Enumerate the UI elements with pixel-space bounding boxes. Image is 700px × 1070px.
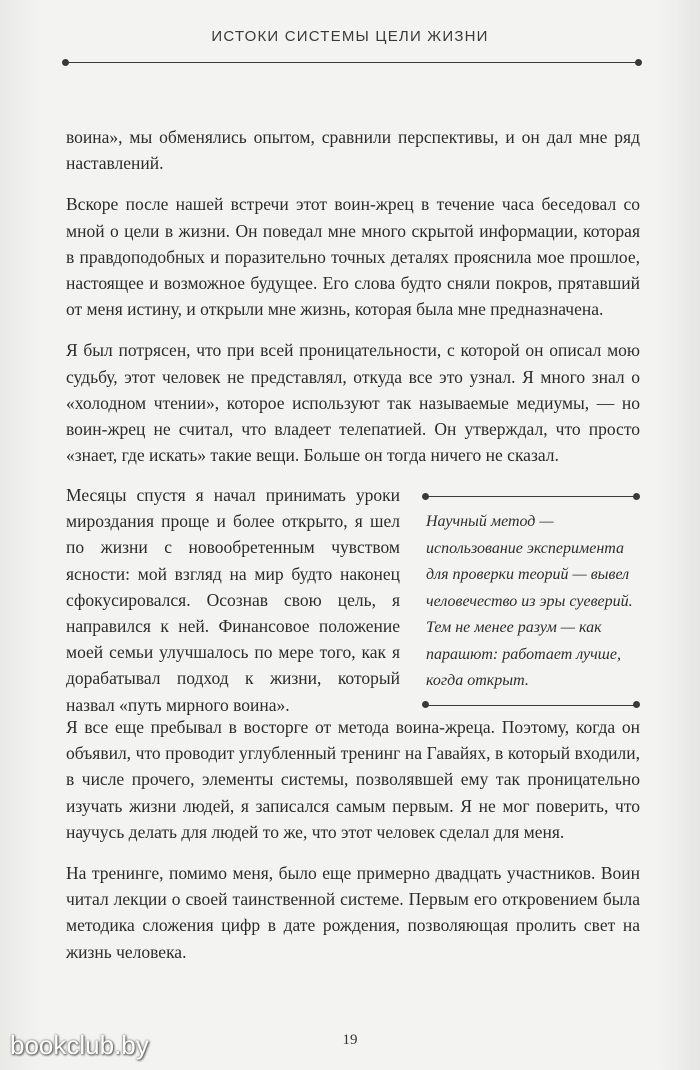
paragraph: Вскоре после нашей встречи этот воин-жрец в течение часа беседовал со мной о цели в жизни. Он поведал мне много скрытой информации, которая в правдоподобных и поразительно точных деталях прояснила мое прошлое, настоящее и возможное будущее. Его слова будто сняли покров, прятавший от меня истину, и открыли мне жизнь, которая была мне предназначена. [66, 194, 640, 320]
header-rule-dot-left [62, 59, 69, 66]
paragraph: На тренинге, помимо меня, было еще примерно двадцать участников. Воин читал лекции о своей таинственной системе. Первым его откровением была методика сложения цифр в дате рождения, позволяющая пролить свет на жизнь человека. [66, 863, 640, 962]
sidebar-rule-dot [633, 493, 640, 500]
header-rule [66, 62, 638, 63]
paragraph: Я все еще пребывал в восторге от метода воина-жреца. Поэтому, когда он объявил, что проводит углубленный тренинг на Гавайях, в который входили, в числе прочего, элементы системы, позволявшей ему так проницательно изучать жизни людей, я записался самым первым. Я не мог поверить, что научусь делать для людей то же, что этот человек сделал для меня. [66, 717, 640, 842]
paragraph: воина», мы обменялись опытом, сравнили перспективы, и он дал мне ряд наставлений. [66, 127, 640, 174]
header-rule-dot-right [635, 59, 642, 66]
body-text-top [66, 124, 640, 483]
sidebar-rule-dot [422, 493, 429, 500]
two-column-section [66, 482, 640, 715]
paragraph: Я был потрясен, что при всей проницательности, с которой он описал мою судьбу, этот человек не представлял, откуда все это узнал. Я много знал о «холодном чтении», которое используют так называемые медиумы, — но воин-жрец не считал, что владеет телепатией. Он утверждал, что просто «знает, где искать» такие вещи. Больше он тогда ничего не сказал. [66, 340, 640, 466]
running-header: ИСТОКИ СИСТЕМЫ ЦЕЛИ ЖИЗНИ [211, 28, 489, 45]
body-text-bottom [66, 714, 640, 980]
sidebar-rule-dot [633, 701, 640, 708]
sidebar-callout [422, 496, 640, 706]
watermark: bookclub.by [10, 1030, 149, 1060]
left-column-paragraph: Месяцы спустя я начал принимать уроки мироздания проще и более открыто, я шел по жизни с новообретенным чувством ясности: мой взгляд на мир будто наконец сфокусировался. Осознав свою цель, я направился к ней. Финансовое положение моей семьи улучшалось по мере того, как я дорабатывал подход к жизни, который назвал «путь мирного воина». [66, 485, 400, 715]
sidebar-rule-dot [422, 701, 429, 708]
sidebar-rule-bottom [426, 705, 636, 706]
page-number: 19 [342, 1032, 358, 1048]
sidebar-quote: Научный метод — использование эксперимента для проверки теорий — вывел человечество из эры суеверий. Тем не менее разум — как парашют: работает лучше, когда открыт. [426, 513, 633, 689]
sidebar-rule-top [426, 496, 636, 497]
